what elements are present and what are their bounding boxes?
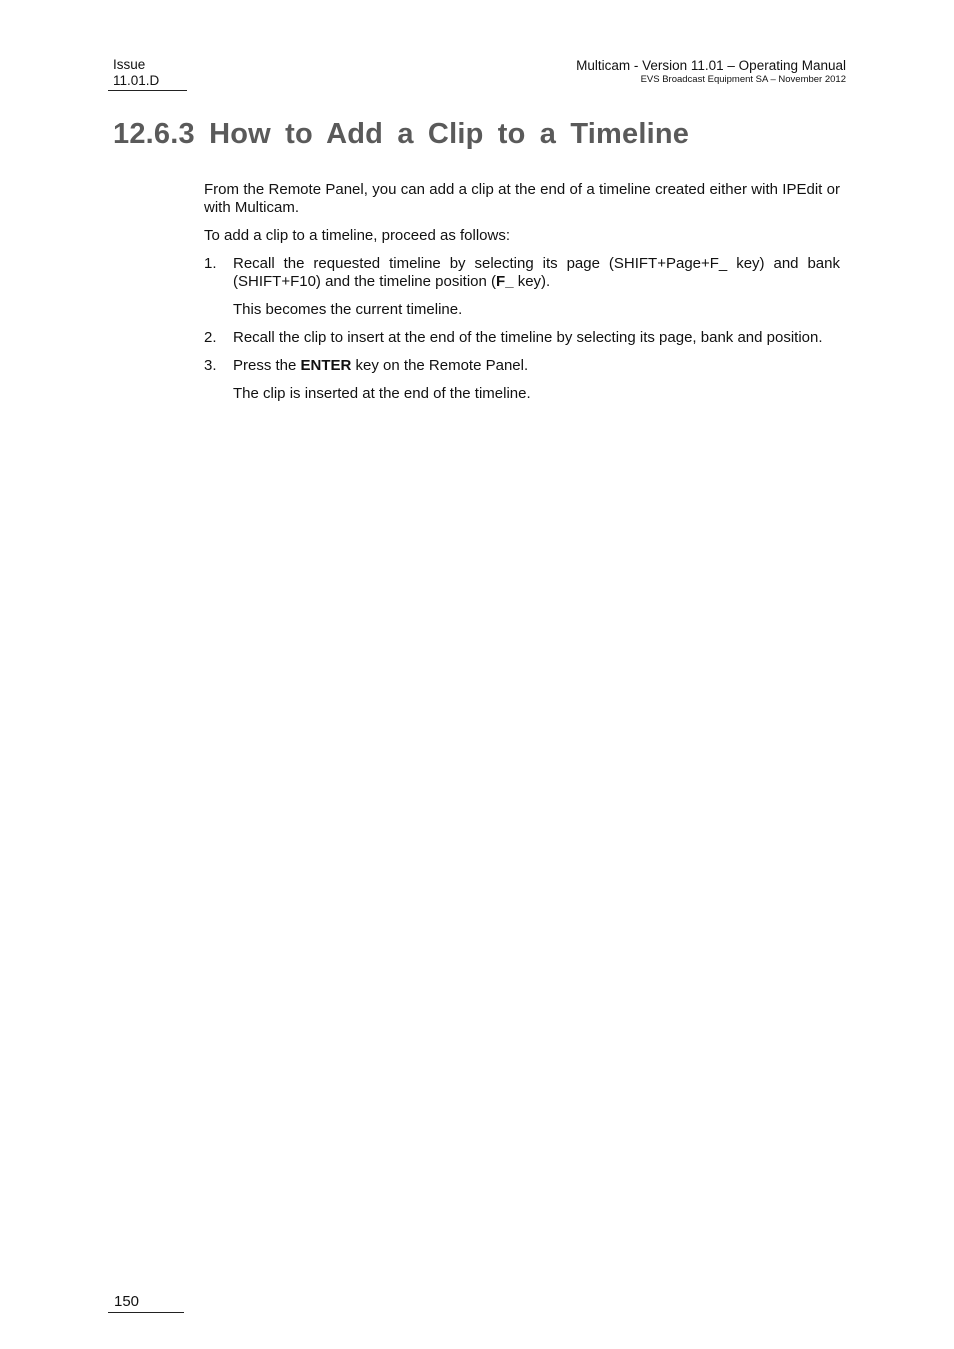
section-heading: 12.6.3 How to Add a Clip to a Timeline (113, 118, 690, 150)
step-note: The clip is inserted at the end of the timeline. (233, 385, 531, 402)
step-text: Press the (233, 357, 301, 374)
step-note: This becomes the current timeline. (233, 301, 463, 318)
intro-paragraph: From the Remote Panel, you can add a clip at the end of a timeline created either with IPEdit or with Multicam. (204, 181, 840, 216)
key-label: F_ (496, 273, 514, 290)
step-2 (204, 329, 840, 347)
step-number: 2. (204, 329, 217, 346)
manual-header (576, 58, 846, 85)
step-text-end: key). (513, 273, 551, 290)
lead-paragraph: To add a clip to a timeline, proceed as follows: (204, 227, 510, 244)
step-number: 1. (204, 255, 217, 272)
issue-label: Issue (113, 57, 146, 72)
step-1 (204, 255, 840, 291)
page-number: 150 (114, 1293, 140, 1310)
manual-subtitle: EVS Broadcast Equipment SA – November 2012 (640, 74, 846, 85)
step-text: Recall the requested timeline by selecting its page (SHIFT+Page+F_ key) and bank (SHIFT+F10) and the timeline position ( (233, 255, 840, 290)
key-label: ENTER (300, 357, 352, 374)
issue-block (108, 57, 187, 91)
manual-title: Multicam - Version 11.01 – Operating Manual (576, 58, 846, 73)
step-text: Recall the clip to insert at the end of the timeline by selecting its page, bank and position. (233, 329, 823, 346)
step-3 (204, 357, 840, 375)
step-text-end: key on the Remote Panel. (351, 357, 529, 374)
issue-number: 11.01.D (113, 73, 160, 88)
section-body (204, 181, 840, 413)
step-number: 3. (204, 357, 217, 374)
page-footer (108, 1293, 184, 1313)
